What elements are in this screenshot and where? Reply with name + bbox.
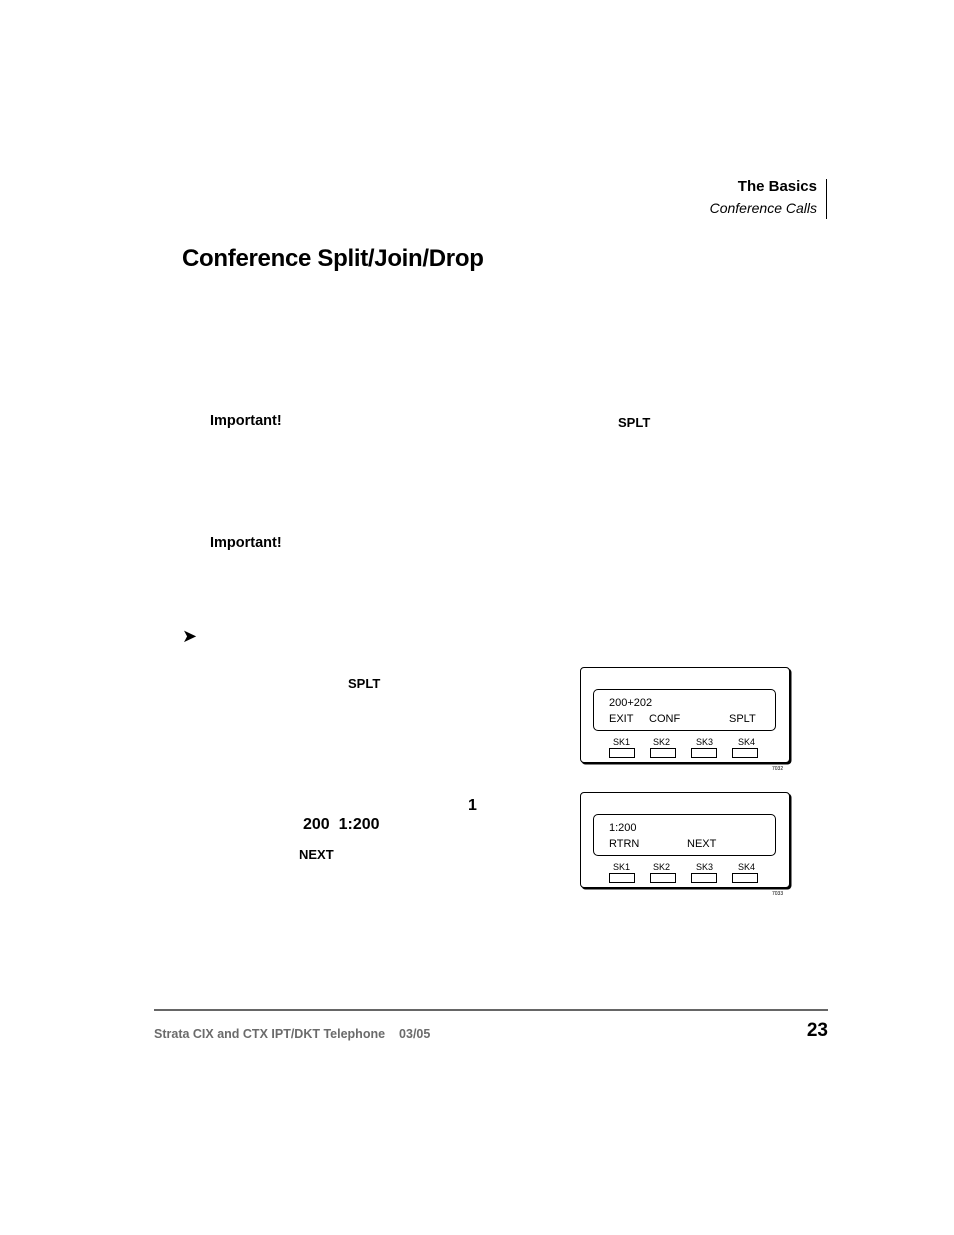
softkey-label-sk3: SK3 bbox=[696, 737, 714, 747]
softkey-label-sk2: SK2 bbox=[653, 862, 671, 872]
lcd-line1: 1:200 bbox=[609, 822, 637, 834]
lcd-softkey-label-sk4: SPLT bbox=[729, 713, 756, 725]
splt-key-reference: SPLT bbox=[618, 415, 651, 430]
step1-splt-key: SPLT bbox=[348, 676, 381, 691]
figure-number: 7033 bbox=[772, 891, 784, 897]
softkey-label-sk1: SK1 bbox=[613, 862, 631, 872]
softkey-sk3 bbox=[691, 873, 717, 883]
softkey-sk1 bbox=[609, 748, 635, 758]
footer-date: 03/05 bbox=[399, 1027, 431, 1041]
figure-number: 7032 bbox=[772, 766, 784, 772]
softkey-label-sk4: SK4 bbox=[738, 737, 756, 747]
footer-manual-name: Strata CIX and CTX IPT/DKT Telephone bbox=[154, 1027, 386, 1041]
page-title: Conference Split/Join/Drop bbox=[182, 245, 484, 272]
softkey-label-sk1: SK1 bbox=[613, 737, 631, 747]
step2-digit: 1 bbox=[468, 797, 477, 814]
important-label-1: Important! bbox=[210, 413, 282, 429]
lcd-softkey-label-sk1: EXIT bbox=[609, 713, 634, 725]
lcd-softkey-label-sk3: NEXT bbox=[687, 838, 717, 850]
footer-manual-title bbox=[154, 1027, 430, 1041]
lcd-display-figure bbox=[580, 667, 790, 763]
header-divider bbox=[826, 179, 827, 219]
softkey-label-sk3: SK3 bbox=[696, 862, 714, 872]
footer-divider bbox=[154, 1009, 828, 1011]
running-header-subsection: Conference Calls bbox=[709, 200, 817, 216]
running-header-section: The Basics bbox=[737, 178, 817, 195]
softkey-sk4 bbox=[732, 748, 758, 758]
softkey-label-sk2: SK2 bbox=[653, 737, 671, 747]
page-number: 23 bbox=[806, 1020, 828, 1041]
procedure-arrow-icon: ➤ bbox=[182, 626, 198, 646]
softkey-sk2 bbox=[650, 748, 676, 758]
lcd-line1: 200+202 bbox=[609, 697, 653, 709]
lcd-softkey-label-sk2: CONF bbox=[649, 713, 681, 725]
softkey-label-sk4: SK4 bbox=[738, 862, 756, 872]
softkey-sk3 bbox=[691, 748, 717, 758]
lcd-display-figure bbox=[580, 792, 790, 888]
softkey-sk1 bbox=[609, 873, 635, 883]
important-label-2: Important! bbox=[210, 535, 282, 551]
softkey-sk4 bbox=[732, 873, 758, 883]
step2-display-text: 200 1:200 bbox=[303, 816, 380, 833]
lcd-softkey-label-sk1: RTRN bbox=[609, 838, 640, 850]
softkey-sk2 bbox=[650, 873, 676, 883]
step2-next-key: NEXT bbox=[299, 847, 334, 862]
